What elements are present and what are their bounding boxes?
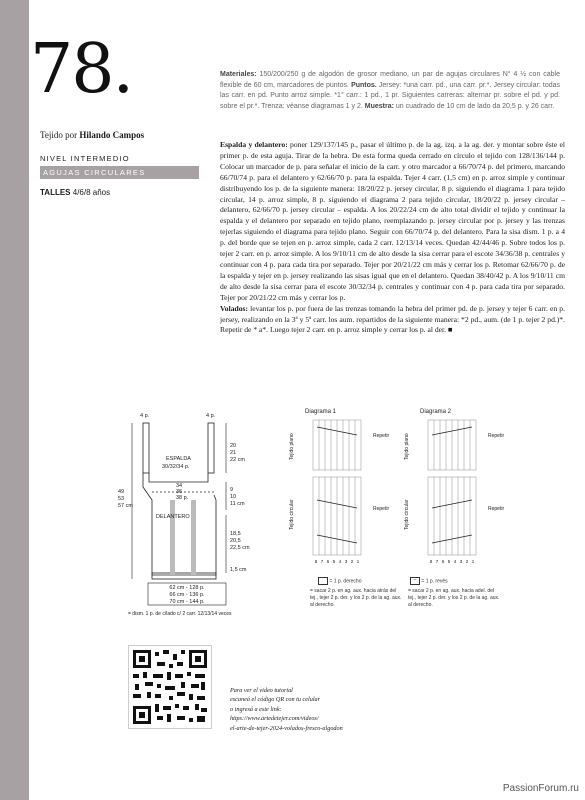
mid-pts-1: 34 [176,483,183,489]
points-text: Jersey: *una carr. pd., una carr. pr.*. Jersey circular: todas las carr. en pd. Punto arroz simple. *1° carr.: 1 pd., 1 pr. Siguientes carreras: alternar pr. sobre el pd. y pd. sobre el pr.*. Trenza: véanse diagramas 1 y 2. [220,81,560,110]
svg-text:2: 2 [350,559,354,564]
cable-right [191,500,196,575]
left-cm-3: 57 cm [118,503,133,509]
instructions-p2-text: levantar los p. por fuera de las trenzas tomando la hebra del primer pd. de p. jersey y tejer 6 carr. en p. jersey, realizando en la 3ª y 5ª carr. los aum. repartidos de la siguiente manera: *2 pd., aum. (de 1 p. tejer 2 pd.)*. Repetir de * a*. Luego tejer 2 carr. en p. arroz simple y cerrar los p. al der. ■ [220,303,565,335]
svg-text:1: 1 [356,559,360,564]
instructions-p2-label: Volados: [220,303,248,313]
diagram-1-circular: Tejido circular [289,499,295,530]
instructions-p1-label: Espalda y delantero: [220,140,288,149]
mid-pts-2: 36 [176,489,183,495]
width-line-2: 66 cm - 136 p. [169,592,205,598]
legend-knit: = 1 p. derecho [318,577,362,585]
qr-note-line-1: Para ver el video tutorial [230,687,293,694]
page-side-band [0,0,29,800]
svg-text:8: 8 [429,559,433,564]
legend-cable-left: = sacar 2 p. en ag. aux. hacia atrás del tej., tejer 2 p. der. y los 2 p. de la ag. aux. al derecho. [310,588,402,608]
qr-note-link-1[interactable]: https://www.artedetejer.com/videos/ [230,715,319,723]
watermark: PassionForum.ru [502,783,579,794]
skill-level: NIVEL INTERMEDIO [40,154,130,163]
right-mid-cm-2: 10 [230,494,237,500]
right-low-cm-1: 18,5 [230,531,241,537]
sizes-label: TALLES [40,188,71,197]
svg-text:1: 1 [471,559,475,564]
garment-schematic [118,405,280,625]
left-strap [143,423,149,473]
pattern-number: 78. [30,30,133,109]
width-line-1: 62 cm - 128 p. [169,585,205,591]
diagram-1-plano: Tejido plano [289,433,295,460]
qr-note-line-2: escaneá el código QR con tu celular [230,696,321,704]
right-top-cm-3: 22 cm [230,457,245,463]
needle-type-band: AGUJAS CIRCULARES [40,166,199,179]
instructions-p1-text: poner 129/137/145 p., pasar el último p. de la ag. izq. a la ag. der. y montar sobre éste el primer p. de esta aguja. Tirar de la hebra. De esta forma queda cerrado en círculo el tejido con 128/136/144 p. Colocar un marcador de p. para señalar el inicio de la carr. y otro marcador a 66/70/74 p. del primero, marcando 66/70/74 p. para el delantero y 62/66/70 p. para la espalda. Tejer 4 carr. (1,5 cm) en p. arroz simple y continuar distribuyendo los p. de la siguiente manera: 18/20/22 p. jersey circular, 8 p. siguiendo el diagrama 1 para tejido circular, 14 p. arroz simple, 8 p. siguiendo el diagrama 2 para tejido circular, 18/20/22 p. jersey circular – delantero, 62/66/70 p. jersey circular – espalda. A los 20/22/24 cm de alto total dividir el tejido y continuar la espalda y el delantero por separado en tejido plano, reemplazando p. jersey circular por p. jersey y las trenzas tejerlas siguiendo el diagrama para tejido plano. Seguir con 66/70/74 p. del delantero. Para la sisa dism. 1 p. a 4 p. del borde que se tejen en p. arroz simple, cada 2 carr. 12/13/14 veces. Quedan 42/44/46 p. Sobre todos los p. tejer 2 carr. en p. arroz simple. A los 9/10/11 cm de alto desde la sisa cerrar para el escote 34/36/38 p. centrales y continuar con 4 p. para cada tira por separado. Tejer por 20/21/22 cm más y cerrar los p. Retomar 62/66/70 p. de la espalda y tejer en p. jersey realizando las sisas igual que en el delantero. Quedan 38/40/42 p. A los 9/10/11 cm de alto desde la sisa cerrar para el escote 30/32/34 p. centrales y continuar con 4 p. para cada tira por separado. Tejer por 20/21/22 cm más y cerrar los p. [220,140,565,302]
byline [40,130,144,140]
sample-text: un cuadrado de 10 cm de lado da 20,5 p. y 26 carr. [395,102,555,110]
qr-code-icon[interactable] [128,645,212,729]
legend-cable-right: = sacar 2 p. en ag. aux. hacia adel. del tej., tejer 2 p. der. y los 2 p. de la ag. aux. al derecho. [408,588,500,608]
right-mid-cm-1: 9 [230,487,234,493]
right-strap [208,423,214,473]
back-neck [149,473,208,482]
decrease-note: = dism. 1 p. de c/lado c/ 2 carr. 12/13/14 veces [128,611,232,617]
purl-symbol-icon: – [410,577,420,585]
sizes [40,188,110,197]
top-right-label: 4 p. [206,413,216,419]
right-low-cm-3: 22,5 cm [230,545,250,551]
diagram-2 [400,405,520,575]
svg-text:6: 6 [326,559,330,564]
diagram-2-plano: Tejido plano [404,433,410,460]
diagram-2-repetir-1: Repetir [488,433,505,439]
sample-label: Muestra: [364,102,394,110]
bottom-cm: 1,5 cm [230,567,247,573]
svg-text:7: 7 [435,559,439,564]
right-mid-cm-3: 11 cm [230,501,245,507]
svg-text:8: 8 [314,559,318,564]
top-left-label: 4 p. [140,413,150,419]
right-top-cm-2: 21 [230,450,237,456]
qr-note-link-2[interactable]: el-arte-de-tejer-2024-volados-fresco-algodon [230,724,343,732]
svg-text:6: 6 [441,559,445,564]
mid-pts-3: 38 p. [176,495,189,501]
diagram-1-repetir-1: Repetir [373,433,390,439]
legend-purl: – = 1 p. revés [410,577,448,585]
materials-block [220,70,560,112]
right-top-cm-1: 20 [230,443,237,449]
svg-text:5: 5 [447,559,451,564]
svg-text:3: 3 [344,559,348,564]
left-cm-1: 49 [118,489,125,495]
cable-left [170,500,175,575]
right-low-cm-2: 20,5 [230,538,241,544]
svg-text:4: 4 [453,559,457,564]
delantero-label: DELANTERO [156,514,190,520]
materials-text: 150/200/250 g de algodón de grosor mediano, un par de agujas circulares N° 4 ½ con cable flexible de 60 cm, marcadores de puntos. [220,71,560,89]
svg-text:5: 5 [332,559,336,564]
qr-note-line-3: o ingresá a este link: [230,705,282,713]
sizes-value: 4/6/8 años [72,188,111,197]
svg-text:4: 4 [338,559,342,564]
width-line-3: 70 cm - 144 p. [169,599,205,605]
diagram-1 [285,405,405,575]
byline-prefix: Tejido por [40,130,78,140]
espalda-label: ESPALDA [166,456,191,462]
diagram-2-title: Diagrama 2 [420,409,452,415]
qr-note [230,686,343,733]
svg-text:7: 7 [320,559,324,564]
points-label: Puntos. [351,81,377,89]
left-cm-2: 53 [118,496,125,502]
byline-author: Hilando Campos [79,130,145,140]
svg-text:2: 2 [465,559,469,564]
instructions-block [220,140,565,336]
espalda-pts: 30/32/34 p. [162,464,190,470]
diagram-2-repetir-2: Repetir [488,506,505,512]
hem-band [152,573,216,579]
svg-text:3: 3 [459,559,463,564]
knit-symbol-icon [318,577,328,585]
materials-label: Materiales: [220,71,257,78]
diagram-2-circular: Tejido circular [404,499,410,530]
diagram-1-title: Diagrama 1 [305,409,337,415]
diagram-1-repetir-2: Repetir [373,506,390,512]
